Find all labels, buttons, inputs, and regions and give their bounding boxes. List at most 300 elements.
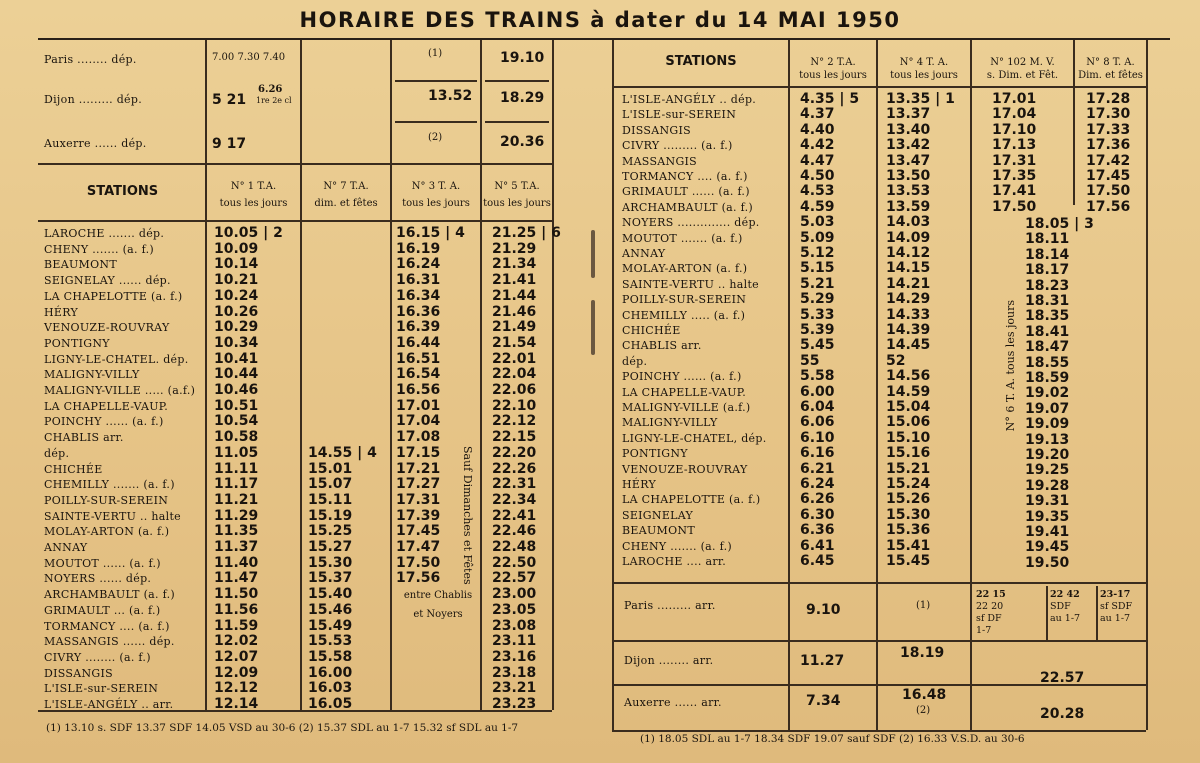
train-time: 19.31 [1025, 493, 1070, 510]
station-name: GRIMAULT ... (a. f.) [44, 603, 161, 617]
train-time: 21.41 [492, 272, 537, 289]
paris-sub-text: 23-17 [1100, 589, 1131, 600]
train-time: 14.39 [886, 322, 931, 338]
station-name: CHABLIS arr. [44, 431, 124, 445]
train-days: tous les jours [483, 198, 551, 209]
right-divider-1 [788, 40, 790, 730]
paris-sub-text: 22 15 [976, 589, 1006, 600]
train-time: 18.05 | 3 [1025, 216, 1094, 232]
station-name: MALIGNY-VILLY [44, 368, 140, 382]
station-name: MASSANGIS [622, 154, 698, 168]
station-name: LA CHAPELOTTE (a. f.) [44, 289, 183, 303]
train-time: 17.04 [396, 413, 441, 430]
train-time: 17.39 [396, 507, 441, 524]
train-time: 11.11 [214, 460, 259, 477]
train-time: 15.27 [308, 539, 353, 555]
train-time: 10.51 [214, 397, 259, 414]
station-name: dép. [622, 354, 648, 368]
train-time: 17.56 [396, 570, 441, 587]
train-time: 17.31 [992, 152, 1037, 169]
train-time: 4.47 [800, 152, 835, 169]
train-time: 23.23 [492, 696, 537, 712]
train-time: 14.45 [886, 337, 931, 354]
right-stations-header: STATIONS [665, 54, 737, 69]
departure-train3: (2) [428, 132, 443, 143]
right-footnote: (1) 18.05 SDL au 1-7 18.34 SDF 19.07 sauf SDF (2) 16.33 V.S.D. au 30-6 [640, 733, 1025, 745]
train-time: 15.04 [886, 399, 931, 415]
left-rule-sub2 [485, 80, 549, 82]
train-time: 21.34 [492, 256, 537, 273]
train-time: 17.42 [1086, 152, 1131, 169]
train-number: N° 1 T.A. [230, 181, 277, 192]
train-time: 4.35 | 5 [800, 91, 860, 107]
train-time: 19.09 [1025, 416, 1070, 433]
station-name: MOLAY-ARTON (a. f.) [44, 525, 170, 539]
station-name: MOLAY-ARTON (a. f.) [622, 262, 748, 276]
station-name: CHENY ....... (a. f.) [44, 242, 155, 256]
train-time: 14.59 [886, 383, 931, 400]
dijon-arrival-train2: 11.27 [800, 653, 845, 669]
train-time: 10.24 [214, 287, 259, 304]
train-number: N° 3 T. A. [411, 181, 461, 192]
train-time: 19.13 [1025, 431, 1070, 448]
station-name: VENOUZE-ROUVRAY [44, 321, 170, 335]
train-time: 17.15 [396, 444, 441, 461]
station-name: TORMANCY .... (a. f.) [44, 619, 170, 633]
train-time: 21.49 [492, 319, 537, 336]
train-time: 13.59 [886, 198, 931, 215]
station-name: dép. [44, 446, 70, 460]
train-time: 22.48 [492, 539, 537, 555]
train-time: 55 [800, 352, 820, 369]
train-time: 14.55 | 4 [308, 444, 377, 461]
train-time: 11.40 [214, 554, 259, 571]
station-name: TORMANCY .... (a. f.) [622, 170, 748, 183]
train-time: 18.59 [1025, 370, 1070, 386]
auxerre-arrival-label: Auxerre ...... arr. [624, 696, 722, 709]
train-time: 22.50 [492, 554, 537, 571]
train-time: 14.09 [886, 229, 931, 246]
train-time: 15.11 [308, 491, 353, 508]
station-name: GRIMAULT ...... (a. f.) [622, 185, 750, 199]
station-name: CHICHÉE [622, 324, 681, 337]
train-time: 22.12 [492, 413, 537, 430]
train-time: 15.06 [886, 414, 931, 431]
train-time: 19.45 [1025, 539, 1070, 556]
dijon-arrival-train4: 18.19 [900, 645, 945, 661]
train-time: 17.50 [396, 554, 441, 571]
train-time: 18.23 [1025, 277, 1070, 294]
train-time: 17.27 [396, 476, 441, 493]
left-rule-sub1 [395, 80, 477, 82]
station-name: ANNAY [622, 247, 666, 260]
train-time: 19.41 [1025, 524, 1070, 540]
train-time: 6.10 [800, 429, 835, 446]
train-time: 13.40 [886, 121, 931, 138]
train-time: 16.51 [396, 350, 441, 367]
train-time: 15.30 [886, 506, 931, 523]
train-time: 4.53 [800, 183, 835, 200]
train-time: 18.35 [1025, 308, 1070, 325]
train-time: 12.14 [214, 696, 259, 712]
station-name: BEAUMONT [622, 524, 695, 538]
train-time: 11.17 [214, 476, 259, 493]
departure-label: Paris ........ dép. [44, 53, 137, 66]
right-divider-5 [1146, 40, 1148, 730]
train-time: 21.29 [492, 240, 537, 257]
train-time: 17.47 [396, 539, 441, 555]
staple-top [591, 230, 595, 278]
train-number: N° 7 T.A. [323, 181, 369, 192]
title-rule [38, 38, 1170, 40]
left-divider-1 [205, 40, 207, 710]
train-time: 10.09 [214, 240, 259, 257]
train-time: 10.41 [214, 350, 259, 367]
staple-bottom [591, 300, 595, 355]
paris-sub-text: 22 42 [1050, 589, 1080, 600]
right-sub-divider-a [1046, 586, 1048, 640]
train-time: 11.29 [214, 507, 259, 524]
departure-train1: 7.00 7.30 7.40 [212, 52, 286, 63]
train-time: 4.40 [800, 121, 835, 138]
train-time: 17.31 [396, 491, 441, 508]
station-name: LIGNY-LE-CHATEL. dép. [44, 352, 189, 366]
train-time: 5.15 [800, 260, 835, 277]
train-time: 17.56 [1086, 198, 1131, 215]
train-time: 6.21 [800, 460, 835, 477]
train-time: 10.34 [214, 334, 259, 351]
train-time: 6.30 [800, 506, 835, 523]
train-time: 11.05 [214, 444, 259, 461]
train-time: 19.25 [1025, 462, 1070, 479]
station-name: CIVRY ........ (a. f.) [44, 650, 151, 664]
train-time: 6.00 [800, 383, 835, 400]
train-time: 17.01 [992, 91, 1037, 107]
train-time: 17.28 [1086, 91, 1131, 107]
train-time: 22.26 [492, 460, 537, 477]
left-rule-header [38, 220, 552, 222]
page-title: HORAIRE DES TRAINS à dater du 14 MAI 1950 [299, 8, 901, 32]
station-name: LA CHAPELLE-VAUP. [44, 399, 169, 413]
train-days: tous les jours [890, 70, 958, 81]
paris-arrival-label: Paris ......... arr. [624, 599, 716, 612]
train-time: 23.00 [492, 586, 537, 603]
train-time: 15.53 [308, 633, 353, 650]
station-name: LAROCHE .... arr. [622, 555, 727, 568]
train-time: 10.21 [214, 272, 259, 289]
right-divider-0 [612, 40, 614, 730]
right-rule-header [612, 86, 1146, 88]
train-time: 13.50 [886, 168, 931, 184]
train-time: 52 [886, 352, 906, 369]
train-time: 14.15 [886, 260, 931, 277]
station-name: POINCHY ...... (a. f.) [44, 415, 164, 429]
station-name: MOUTOT ....... (a. f.) [622, 231, 743, 245]
train-time: 11.59 [214, 617, 259, 634]
station-name: POINCHY ...... (a. f.) [622, 370, 742, 384]
train-time: 10.26 [214, 303, 259, 320]
station-name: L'ISLE-sur-SEREIN [622, 108, 737, 122]
train-time: 22.41 [492, 507, 537, 524]
station-name: CHEMILLY ....... (a. f.) [44, 478, 175, 492]
train-time: 5.12 [800, 245, 835, 261]
train-time: 17.08 [396, 429, 441, 446]
train-time: 22.10 [492, 397, 537, 414]
train-time: 19.28 [1025, 477, 1070, 494]
train-time: 6.36 [800, 522, 835, 539]
left-rule-sub3 [395, 121, 477, 123]
train-time: 23.21 [492, 680, 537, 697]
train-time: 18.47 [1025, 339, 1070, 356]
paris-sub-text: 1-7 [976, 625, 992, 636]
train-time: 14.03 [886, 214, 931, 231]
train-time: 4.42 [800, 137, 835, 154]
paris-sub-text: au 1-7 [1100, 613, 1131, 624]
train-time: 5.45 [800, 337, 835, 354]
train-time: 22.46 [492, 523, 537, 540]
station-name: L'ISLE-ANGÉLY .. arr. [44, 698, 174, 711]
station-name: MALIGNY-VILLE (a.f.) [622, 401, 751, 414]
train-time: 6.41 [800, 537, 835, 554]
station-name: LA CHAPELOTTE (a. f.) [622, 493, 761, 507]
train-time: 17.04 [992, 106, 1037, 123]
train-days: Dim. et fêtes [1078, 70, 1143, 81]
left-footnote: (1) 13.10 s. SDF 13.37 SDF 14.05 VSD au 30-6 (2) 15.37 SDL au 1-7 15.32 sf SDL au 1-7 [46, 722, 519, 734]
train-time: 15.26 [886, 491, 931, 508]
paris-sub-text: au 1-7 [1050, 613, 1081, 624]
train-time: 15.07 [308, 476, 353, 493]
train-time: 12.07 [214, 648, 259, 665]
station-name: POILLY-SUR-SEREIN [622, 293, 747, 307]
train-time: 16.03 [308, 680, 353, 697]
train-time: 16.19 [396, 240, 441, 257]
station-name: DISSANGIS [622, 123, 691, 137]
right-divider-3 [970, 40, 972, 730]
train-time: 15.10 [886, 429, 931, 446]
train-time: 11.37 [214, 539, 259, 555]
train-time: 15.37 [308, 570, 353, 587]
train-time: 5.39 [800, 322, 835, 338]
paris-sub-text: 22 20 [976, 601, 1004, 612]
train-time: 17.13 [992, 137, 1037, 154]
train-time: 5.03 [800, 214, 835, 231]
train-time: 22.04 [492, 366, 537, 383]
train-days: s. Dim. et Fêt. [986, 70, 1059, 81]
train-time: 15.19 [308, 507, 353, 524]
train-time: 14.21 [886, 275, 931, 292]
station-name: CHICHÉE [44, 462, 103, 476]
train-time: 17.36 [1086, 137, 1131, 154]
train-time: 17.50 [992, 198, 1037, 215]
station-name: SEIGNELAY ...... dép. [44, 274, 171, 288]
train-time: 23.05 [492, 601, 537, 618]
train-time: 10.44 [214, 366, 259, 383]
train-time: 18.17 [1025, 262, 1070, 279]
train-time: 12.02 [214, 633, 259, 650]
station-name: ARCHAMBAULT (a. f.) [622, 200, 753, 214]
train-time: 16.44 [396, 334, 441, 351]
train-time: 15.58 [308, 648, 353, 665]
dijon-arrival-train6: 22.57 [1040, 670, 1085, 686]
train-time: 15.01 [308, 460, 353, 477]
train-time: 10.05 | 2 [214, 225, 283, 241]
train-time: 13.35 | 1 [886, 91, 955, 107]
left-rule-top [38, 163, 552, 165]
train-time: 16.15 | 4 [396, 225, 465, 241]
train-time: 12.12 [214, 680, 259, 697]
station-name: MASSANGIS ...... dép. [44, 635, 175, 649]
train-time: 15.21 [886, 460, 931, 477]
train-time: 17.35 [992, 168, 1037, 184]
train-time: 23.18 [492, 664, 537, 681]
paris-arrival-train2: 9.10 [806, 602, 841, 618]
station-name: HÉRY [622, 478, 657, 491]
train-time: 10.54 [214, 413, 259, 430]
train-time: 5.29 [800, 291, 835, 308]
departure-label: Auxerre ...... dép. [44, 137, 147, 150]
paris-sub-text: SDF [1050, 601, 1071, 612]
train-time: 17.01 [396, 397, 441, 414]
station-name: PONTIGNY [44, 336, 110, 350]
station-name: DISSANGIS [44, 666, 113, 680]
train-days: tous les jours [799, 70, 867, 81]
train-time: 16.54 [396, 366, 441, 383]
train-time: 4.37 [800, 106, 835, 123]
train-time: 22.20 [492, 444, 537, 461]
right-divider-2 [876, 40, 878, 730]
auxerre-arrival-train4: 16.48 [902, 687, 947, 703]
train-days: tous les jours [402, 198, 470, 209]
train-time: 17.41 [992, 183, 1037, 200]
train-time: 17.33 [1086, 121, 1131, 138]
left-divider-2 [300, 40, 302, 710]
train-time: 15.45 [886, 553, 931, 569]
departure-train1-alt: 6.26 [258, 84, 283, 95]
train-time: 15.25 [308, 523, 353, 540]
auxerre-arrival-train2: 7.34 [806, 693, 841, 709]
train-time: 10.58 [214, 429, 259, 446]
train-time: 22.31 [492, 476, 537, 493]
station-name: LAROCHE ....... dép. [44, 227, 165, 240]
train-time: 13.53 [886, 183, 931, 200]
auxerre-arrival-train6: 20.28 [1040, 706, 1085, 722]
train-time: 6.06 [800, 414, 835, 431]
station-name: VENOUZE-ROUVRAY [622, 462, 748, 476]
train-time: 11.50 [214, 586, 259, 603]
departure-train1: 9 17 [212, 136, 247, 152]
train-number: N° 5 T.A. [494, 181, 540, 192]
train-time: 16.36 [396, 303, 441, 320]
departure-train5: 20.36 [500, 134, 545, 150]
train-days: tous les jours [219, 198, 288, 209]
train-time: 22.01 [492, 350, 537, 367]
train-time: 14.56 [886, 368, 931, 385]
right-rule-bottom-top [612, 582, 1146, 584]
left-stations-header: STATIONS [86, 184, 159, 199]
train-time: 15.24 [886, 476, 931, 492]
train-time: 16.00 [308, 664, 353, 681]
train-time: 18.55 [1025, 354, 1070, 371]
train-time: 6.16 [800, 445, 835, 462]
train3-note-a: entre Chablis [403, 590, 473, 601]
train-time: 12.09 [214, 664, 259, 681]
auxerre-arrival-train4-note: (2) [916, 705, 931, 716]
train-time: 10.14 [214, 256, 259, 273]
train-number: N° 8 T. A. [1086, 57, 1135, 68]
train-time: 16.31 [396, 272, 441, 289]
train-time: 11.21 [214, 491, 259, 508]
station-name: CHENY ....... (a. f.) [622, 539, 733, 553]
station-name: CIVRY ......... (a. f.) [622, 139, 733, 153]
station-name: HÉRY [44, 305, 79, 319]
dijon-arrival-label: Dijon ........ arr. [624, 654, 714, 667]
station-name: CHEMILLY ..... (a. f.) [622, 308, 746, 322]
train-time: 11.35 [214, 523, 259, 540]
train-time: 6.04 [800, 399, 835, 415]
train-time: 17.45 [1086, 168, 1131, 184]
train-time: 21.25 | 6 [492, 225, 561, 241]
train-time: 15.41 [886, 537, 931, 554]
train-time: 13.37 [886, 106, 931, 123]
station-name: LIGNY-LE-CHATEL, dép. [622, 431, 767, 445]
train-time: 15.16 [886, 445, 931, 462]
train-time: 17.30 [1086, 106, 1131, 123]
departure-train1: 5 21 [212, 92, 247, 108]
train-time: 14.33 [886, 306, 931, 323]
left-divider-4 [480, 40, 482, 710]
train-time: 15.49 [308, 617, 353, 634]
train-time: 17.10 [992, 121, 1037, 138]
train-time: 11.47 [214, 570, 259, 587]
train-time: 23.16 [492, 648, 537, 665]
train-time: 23.11 [492, 633, 537, 650]
train-time: 19.50 [1025, 554, 1070, 571]
train-time: 4.50 [800, 168, 835, 184]
train-time: 16.39 [396, 319, 441, 336]
train-time: 14.29 [886, 291, 931, 308]
train-time: 16.56 [396, 382, 441, 398]
paris-arrival-train4: (1) [916, 600, 931, 611]
train-time: 15.36 [886, 522, 931, 539]
right-rule-end [612, 730, 1146, 732]
station-name: ANNAY [44, 541, 88, 554]
station-name: L'ISLE-sur-SEREIN [44, 682, 159, 696]
station-name: SAINTE-VERTU .. halte [622, 277, 759, 291]
departure-train3: (1) [428, 48, 443, 59]
station-name: CHABLIS arr. [622, 339, 702, 353]
train-number: N° 102 M. V. [990, 57, 1055, 68]
train-time: 11.56 [214, 601, 259, 618]
station-name: POILLY-SUR-SEREIN [44, 493, 169, 507]
departure-train1-class: 1re 2e cl [256, 96, 292, 105]
train-time: 18.11 [1025, 231, 1070, 248]
left-divider-3 [390, 40, 392, 710]
train-time: 10.46 [214, 382, 259, 398]
train-time: 5.21 [800, 275, 835, 292]
train-time: 22.57 [492, 570, 537, 587]
station-name: MALIGNY-VILLE ..... (a.f.) [44, 384, 196, 397]
train-time: 15.40 [308, 586, 353, 603]
train-number: N° 2 T.A. [810, 57, 856, 68]
departure-label: Dijon ......... dép. [44, 93, 143, 106]
train-time: 21.54 [492, 334, 537, 351]
train-time: 13.42 [886, 137, 931, 154]
train-time: 19.02 [1025, 385, 1070, 402]
right-sub-divider-b [1096, 586, 1098, 640]
train-time: 23.08 [492, 617, 537, 634]
station-name: MOUTOT ...... (a. f.) [44, 556, 161, 570]
train-time: 6.45 [800, 553, 835, 569]
